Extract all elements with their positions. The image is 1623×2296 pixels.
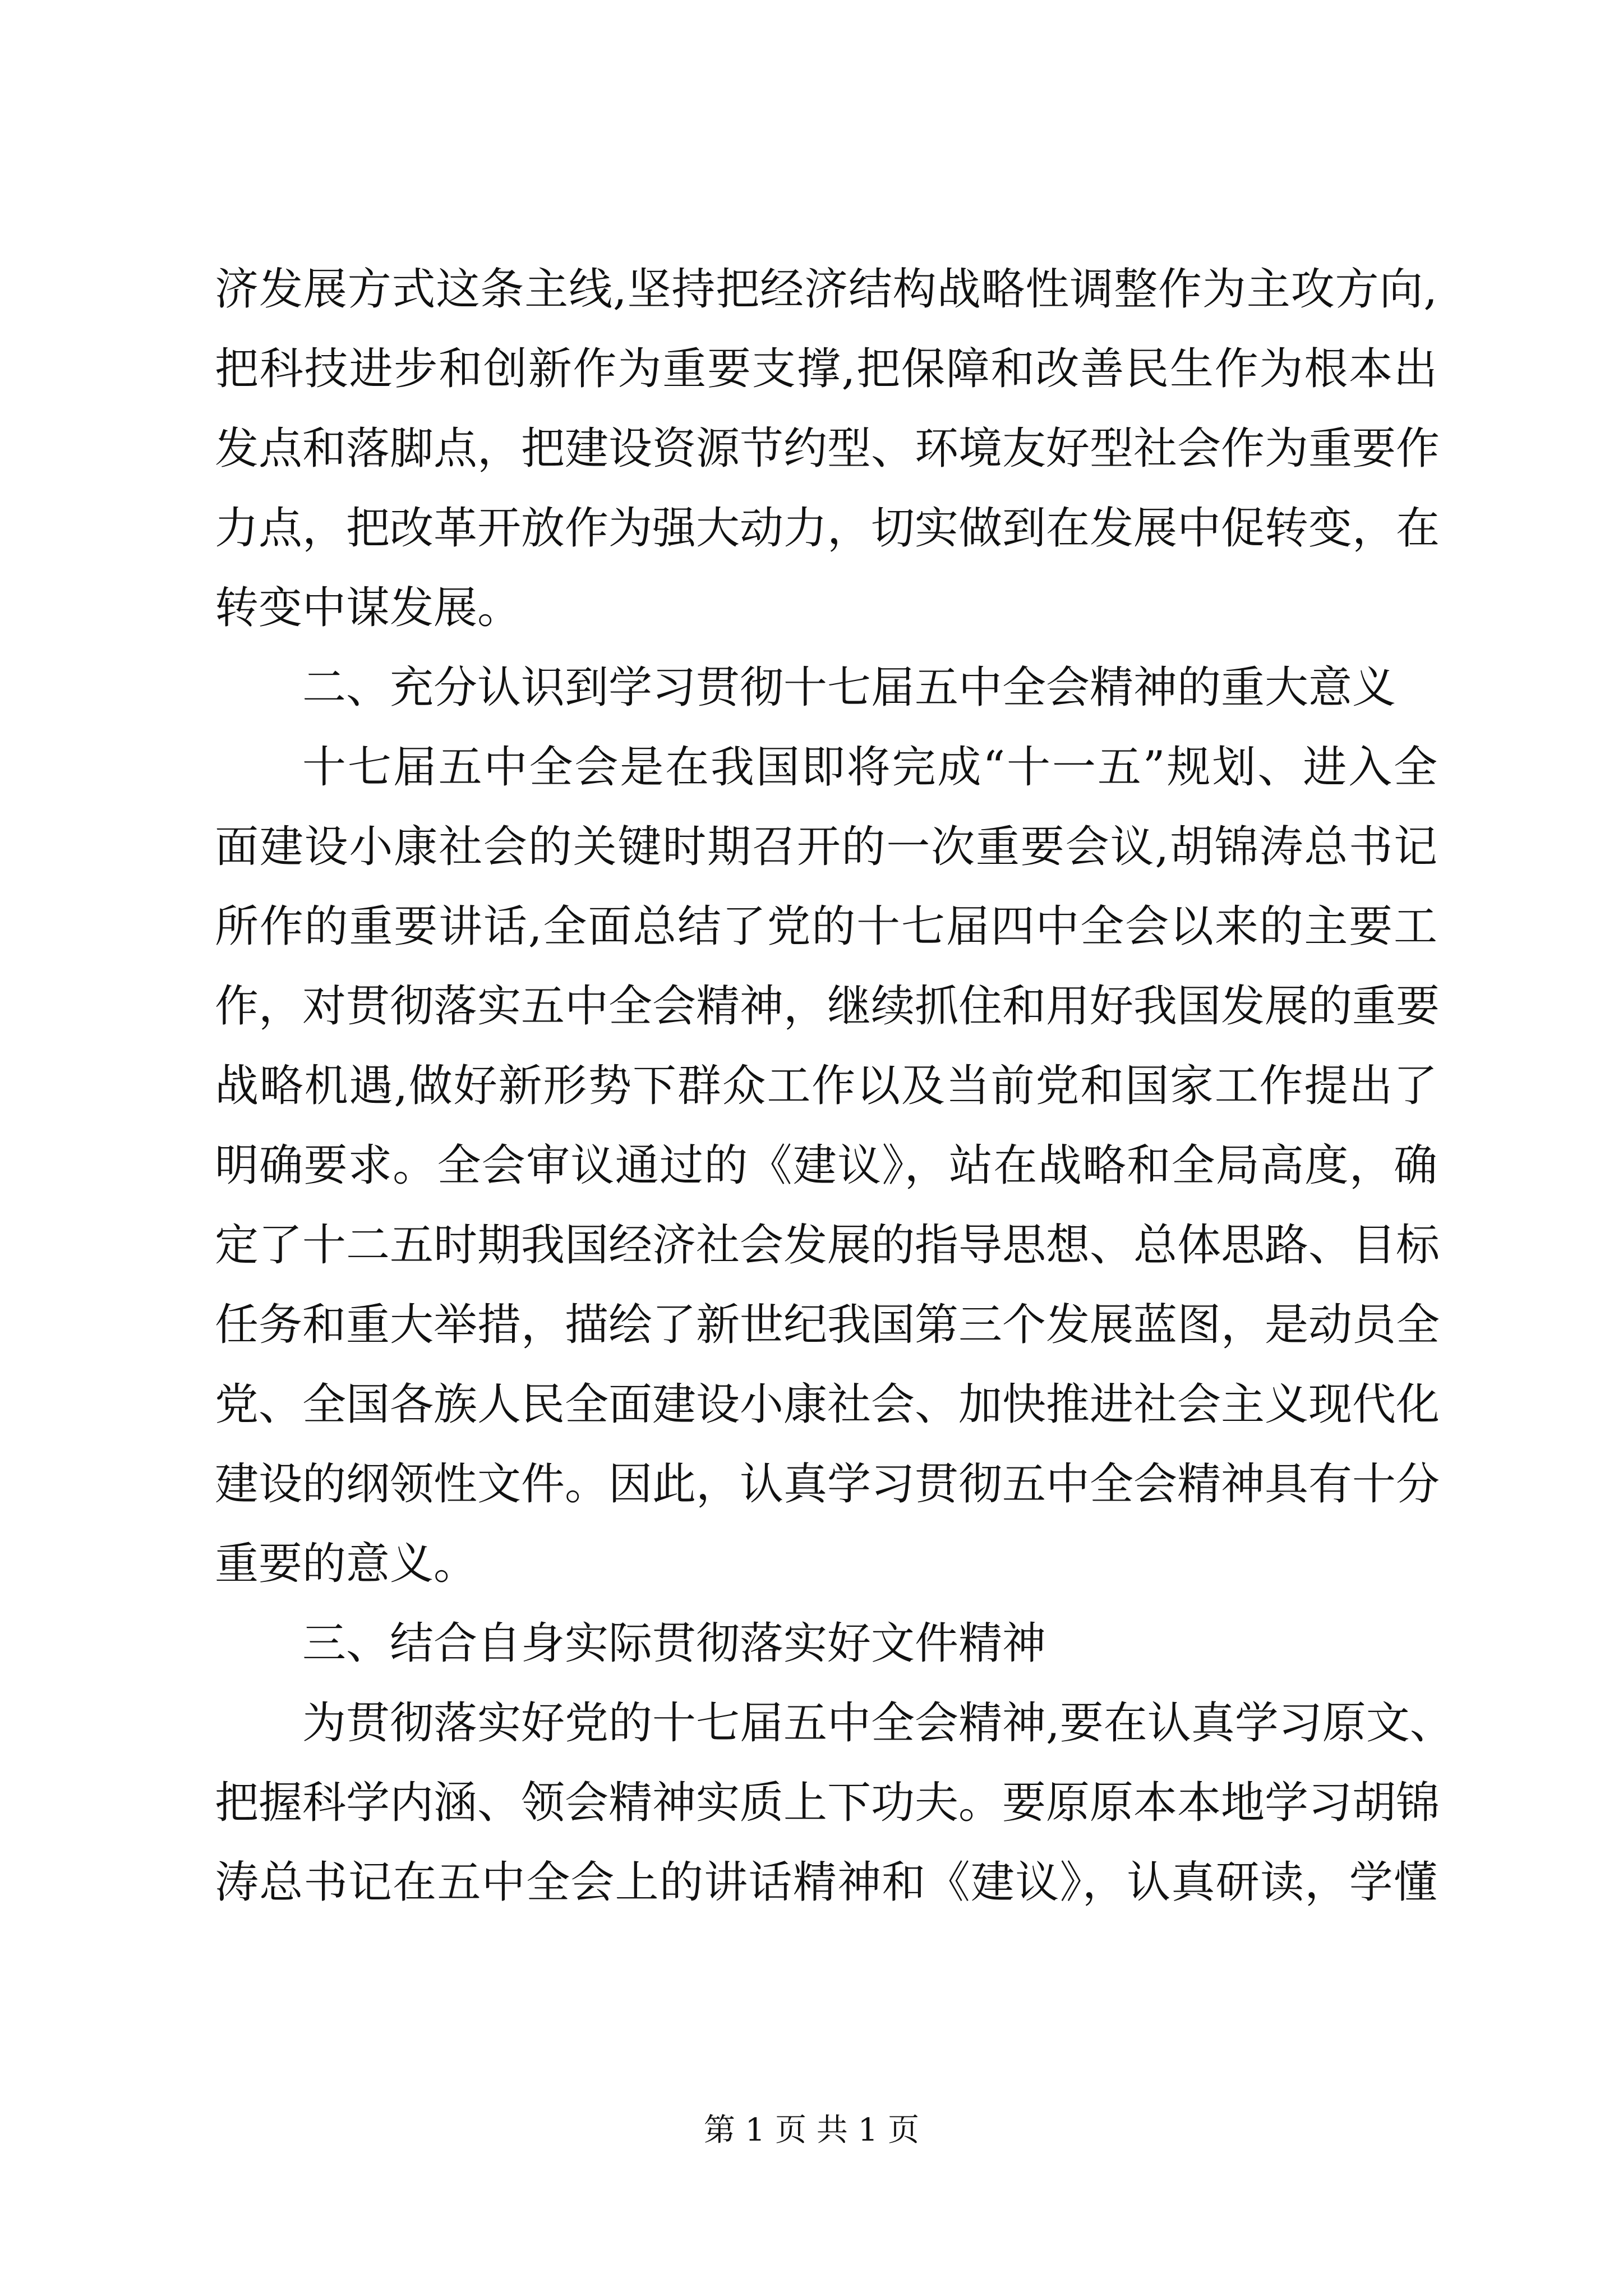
- text-line: 面建设小康社会的关键时期召开的一次重要会议,胡锦涛总书记: [215, 822, 1437, 872]
- text-line: 发点和落脚点，把建设资源节约型、环境友好型社会作为重要作: [215, 424, 1440, 474]
- text-line: 把握科学内涵、领会精神实质上下功夫。要原原本本地学习胡锦: [215, 1778, 1440, 1828]
- text-line: 明确要求。全会审议通过的《建议》，站在战略和全局高度，确: [215, 1140, 1437, 1191]
- section-heading: 二、充分认识到学习贯彻十七届五中全会精神的重大意义: [302, 662, 1396, 713]
- text-line: 建设的纲领性文件。因此，认真学习贯彻五中全会精神具有十分: [215, 1459, 1440, 1510]
- document-body: [215, 250, 1454, 1922]
- text-line: 所作的重要讲话,全面总结了党的十七届四中全会以来的主要工: [215, 901, 1437, 952]
- text-line: 力点，把改革开放作为强大动力，切实做到在发展中促转变，在: [215, 503, 1440, 554]
- text-line: 济发展方式这条主线,坚持把经济结构战略性调整作为主攻方向,: [215, 264, 1437, 315]
- text-line: 把科技进步和创新作为重要支撑,把保障和改善民生作为根本出: [215, 344, 1437, 394]
- text-line: 涛总书记在五中全会上的讲话精神和《建议》，认真研读，学懂: [215, 1857, 1437, 1908]
- text-line: 转变中谋发展。: [215, 583, 522, 633]
- text-line: 作，对贯彻落实五中全会精神，继续抓住和用好我国发展的重要: [215, 981, 1440, 1032]
- section-heading: 三、结合自身实际贯彻落实好文件精神: [302, 1618, 1046, 1669]
- page-number: 第 1 页 共 1 页: [703, 2112, 920, 2148]
- text-line: 党、全国各族人民全面建设小康社会、加快推进社会主义现代化: [215, 1379, 1440, 1430]
- text-line: 重要的意义。: [215, 1539, 478, 1589]
- text-line: 定了十二五时期我国经济社会发展的指导思想、总体思路、目标: [215, 1220, 1440, 1271]
- text-line: 任务和重大举措，描绘了新世纪我国第三个发展蓝图，是动员全: [215, 1300, 1440, 1350]
- text-line: 战略机遇,做好新形势下群众工作以及当前党和国家工作提出了: [215, 1061, 1437, 1111]
- text-line: 为贯彻落实好党的十七届五中全会精神,要在认真学习原文、: [302, 1698, 1454, 1749]
- text-line: 十七届五中全会是在我国即将完成“十一五”规划、进入全: [302, 742, 1437, 793]
- page-footer: [0, 2108, 1623, 2153]
